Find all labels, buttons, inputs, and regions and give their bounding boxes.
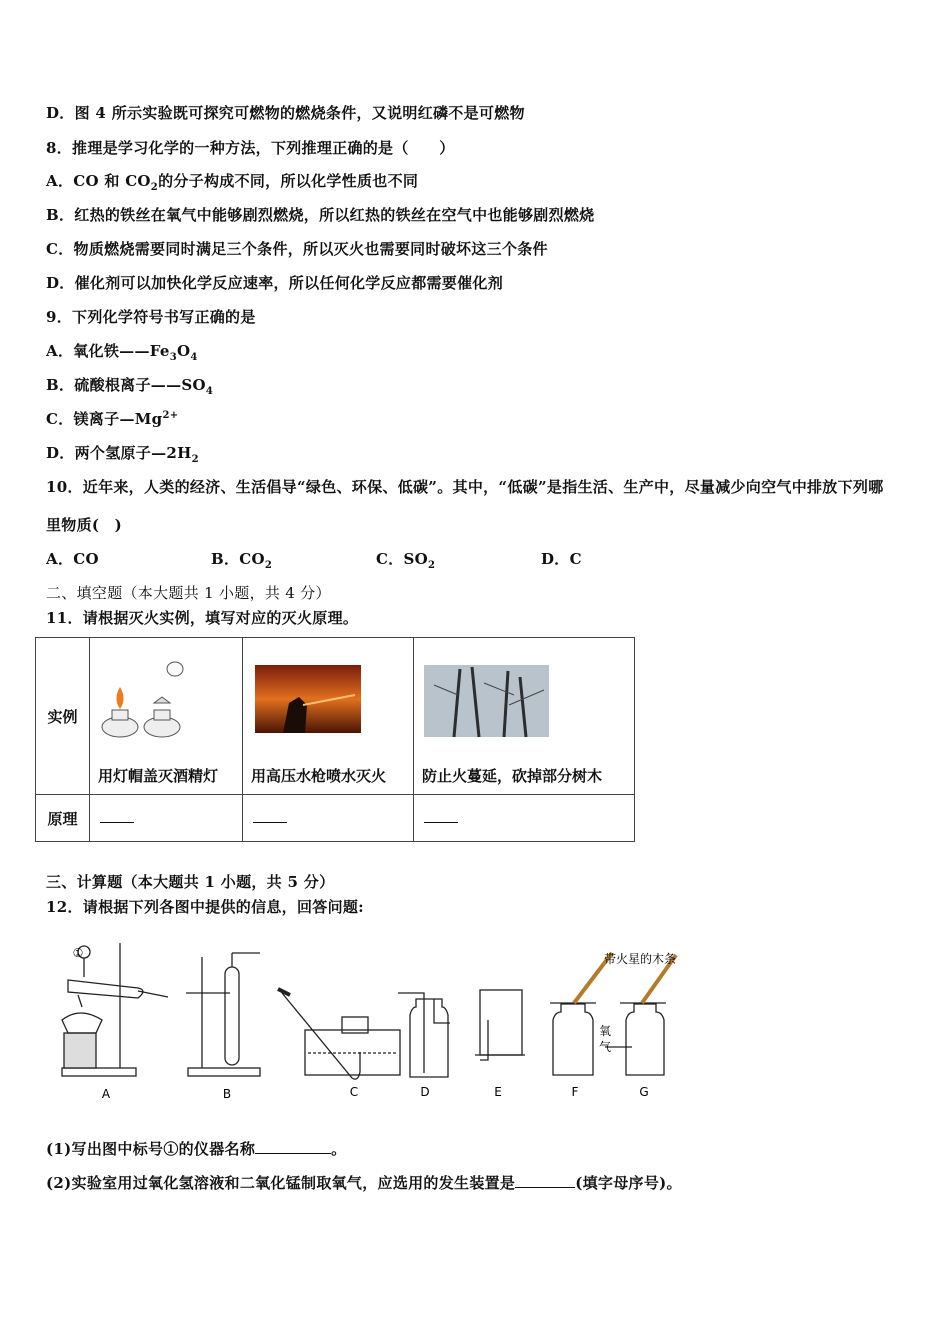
q9-option-a: A．氧化铁$——Fe_3O_4$	[46, 342, 198, 363]
q8-option-b: B．红热的铁丝在氧气中能够剧烈燃烧，所以红热的铁丝在空气中也能够剧烈燃烧	[46, 206, 595, 224]
label-g: G	[639, 1085, 649, 1099]
oxygen-label-2: 气	[599, 1040, 612, 1054]
q7-option-d: D．图 4 所示实验既可探究可燃物的燃烧条件，又说明红磷不是可燃物	[46, 104, 525, 122]
apparatus-d	[398, 993, 450, 1077]
answer-blank-1[interactable]	[90, 795, 243, 842]
row-header-principle: 原理	[36, 795, 90, 842]
q10-stem-line1: 10．近年来，人类的经济、生活倡导“绿色、环保、低碳”。其中，“低碳”是指生活、生产中，尽量减少向空气中排放下列哪	[46, 478, 884, 496]
case-label-2: 用高压水枪喷水灭火	[251, 767, 387, 785]
apparatus-diagram	[50, 935, 730, 1110]
label-f: F	[571, 1085, 579, 1099]
q9-option-c: C．镁离子$—Mg^{2+}$	[46, 410, 179, 428]
label-a: A	[101, 1087, 111, 1101]
q10-option-d: D．C	[541, 550, 582, 568]
apparatus-c	[278, 989, 400, 1079]
q9-option-d: D．两个氢原子$—2H_2$	[46, 444, 199, 465]
splint-label: 带火星的木条	[604, 952, 677, 966]
q8-stem: 8．推理是学习化学的一种方法，下列推理正确的是（ ）	[46, 139, 455, 157]
q10-options	[46, 548, 582, 571]
section-3-title: 三、计算题（本大题共 1 小题，共 5 分）	[46, 873, 335, 891]
label-c: C	[349, 1085, 359, 1099]
q8-option-c: C．物质燃烧需要同时满足三个条件，所以灭火也需要同时破坏这三个条件	[46, 240, 548, 258]
oxygen-label-1: 氧	[599, 1024, 612, 1038]
case-cell-3	[414, 638, 635, 795]
apparatus-f	[550, 953, 612, 1075]
q12-part-2-blank[interactable]	[515, 1173, 575, 1188]
case-cell-1	[90, 638, 243, 795]
label-e: E	[494, 1085, 502, 1099]
q12-part-1-blank[interactable]	[255, 1139, 331, 1154]
q12-part-1: (1)写出图中标号①的仪器名称 。	[46, 1140, 347, 1158]
q12-stem: 12．请根据下列各图中提供的信息，回答问题:	[46, 898, 365, 916]
label-d: D	[420, 1085, 430, 1099]
answer-blank-2[interactable]	[243, 795, 414, 842]
apparatus-g	[605, 955, 676, 1075]
q11-stem: 11．请根据灭火实例，填写对应的灭火原理。	[46, 609, 359, 627]
q11-table	[35, 637, 635, 842]
apparatus-b	[186, 953, 260, 1076]
q9-option-b: B．硫酸根离子$——SO_4$	[46, 376, 214, 397]
section-2-title: 二、填空题（本大题共 1 小题，共 4 分）	[46, 584, 331, 602]
q8-option-d: D．催化剂可以加快化学反应速率，所以任何化学反应都需要催化剂	[46, 274, 504, 292]
q10-option-c: C．$SO_2$	[376, 550, 436, 571]
apparatus-a	[62, 943, 168, 1076]
label-b: B	[222, 1087, 232, 1101]
case-label-1: 用灯帽盖灭酒精灯	[98, 767, 219, 785]
marker-circle-1: ①	[72, 946, 84, 960]
apparatus-e	[475, 990, 525, 1060]
trees-image	[414, 655, 634, 755]
q8-option-a: A．CO 和 $CO_2$的分子构成不同，所以化学性质也不同	[46, 172, 419, 193]
case-cell-2	[243, 638, 414, 795]
q9-stem: 9．下列化学符号书写正确的是	[46, 308, 256, 326]
case-label-3: 防止火蔓延，砍掉部分树木	[422, 767, 603, 785]
q10-option-b: B．$CO_2$	[211, 550, 273, 571]
q12-part-2: (2)实验室用过氧化氢溶液和二氧化锰制取氧气，应选用的发生装置是 (填字母序号)。	[46, 1174, 682, 1192]
q10-option-a: A．CO	[46, 550, 99, 568]
firefighter-image	[243, 655, 413, 755]
q10-stem-line2: 里物质( )	[46, 516, 122, 534]
answer-blank-3[interactable]	[414, 795, 635, 842]
row-header-example: 实例	[36, 638, 90, 795]
alcohol-lamp-image	[90, 655, 242, 755]
